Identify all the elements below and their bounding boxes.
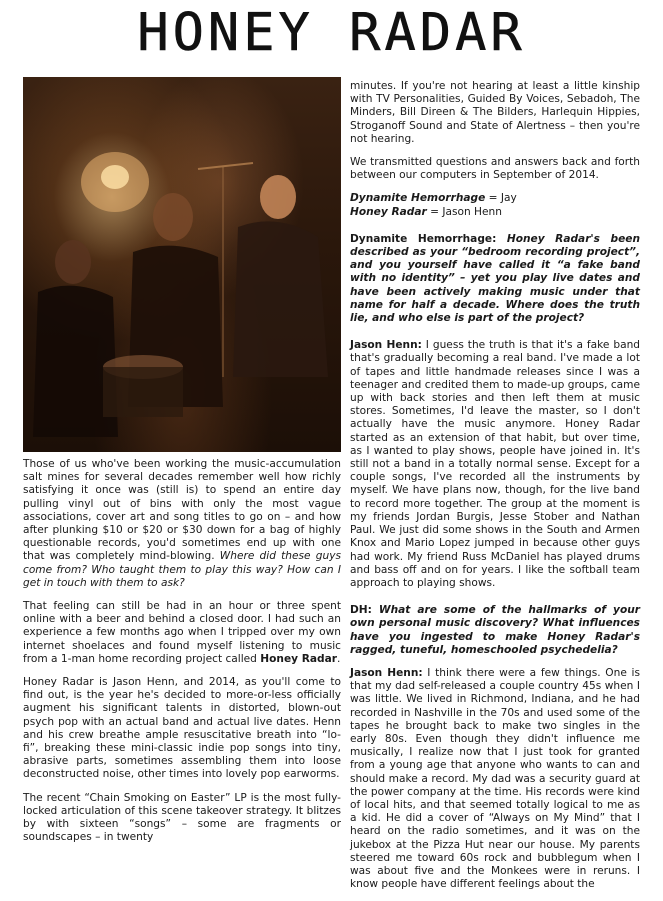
intro-paragraph: Those of us who've been working the music-accumulation salt mines for several decades remember well how richly satisfying it once was (still is) to spend an entire day pulling vinyl out of bins with only the most vague associations, cover art and song titles to go on – and how after plunking $10 or $20 or $30 down for a bag of highly questionable records, you'd sometimes end up with one that was completely mind-blowing. Where did these guys come from? Who taught them to play this way? How can I get in touch with them to ask? <box>23 458 341 589</box>
discovery-paragraph: That feeling can still be had in an hour or three spent online with a beer and behind a closed door. I had such an experience a few months ago when I tripped over my own internet shoelaces and found myself listening to music from a 1-man home recording project called Honey Radar. <box>23 600 341 665</box>
answer-2: Jason Henn: I think there were a few things. One is that my dad self-released a couple country 45s when I was little. We lived in Richmond, Indiana, and he had recorded in Nashville in the 70s and used some of the tapes he brought back to make two singles in the early 80s. Even though they didn't influence me musically, I realize now that I just took for granted from a young age that anyone who wants to can and should make a record. My dad was a security guard at the power company at the time. His records were kind of local hits, and that seemed totally logical to me as a kid. He did a cover of “Always on My Mind” that I heard on the radio sometimes, and it was on the jukebox at the Pizza Hut near our house. My parents steered me toward 60s rock and bubblegum when I was about five and the Monkees were in reruns. I know people have different feelings about the <box>350 666 641 891</box>
question-2: DH: What are some of the hallmarks of your own personal music discovery? What influences have you ingested to make Honey Radar's ragged, tuneful, homeschooled psychedelia? <box>350 604 640 656</box>
question-1: Dynamite Hemorrhage: Honey Radar's been described as your “bedroom recording project”, and you yourself have called it “a fake band with no identity” – yet you play live dates and have been actively making music under that name for half a decade. Where does the truth lie, and who else is part of the project? <box>350 232 640 325</box>
answer-1: Jason Henn: I guess the truth is that it's a fake band that's gradually becoming a real band. I've made a lot of tapes and little handmade releases since I was a teenager and credited them to made-up groups, came up with back stories and then left them at music stores. Sometimes, I'd leave the master, so I don't actually have the music anymore. Honey Radar started as an extension of that habit, but over time, as I wanted to play shows, people have joined in. It's still not a band in a totally normal sense. Except for a couple songs, I've recorded all the instruments by myself. We have plans now, though, for the live band to record more together. The group at the moment is my friends Jordan Burgis, Jesse Stober and Nathan Paul. We just did some shows in the South and Armen Knox and Mario Lopez jumped in because other guys had work. My friend Russ McDaniel has played drums and bass off and on for years. I like the softball team approach to playing shows. <box>350 339 641 589</box>
band-paragraph: Honey Radar is Jason Henn, and 2014, as you'll come to find out, is the year he's decided to more-or-less officially augment his significant talents in distorted, blown-out psych pop with an actual band and actual live dates. Henn and his crew breathe ample resuscitative breath into “lo-fi”, breaking these mini-classic indie pop songs into tiny, abrasive parts, sometimes assembling them into loose deconstructed noise, other times into lovely pop earworms. <box>23 676 341 781</box>
photo-silhouettes <box>23 77 341 452</box>
page-title: HONEY RADAR <box>137 3 526 63</box>
right-column <box>350 80 640 901</box>
speaker-key: Dynamite Hemorrhage = Jay Honey Radar = Jason Henn <box>350 192 517 218</box>
left-column <box>23 458 341 854</box>
lp-paragraph: The recent “Chain Smoking on Easter” LP is the most fully-locked articulation of this scene takeover strategy. It blitzes by with sixteen “songs” – some are fragments or soundscapes – in twenty <box>23 791 341 844</box>
influences-paragraph: minutes. If you're not hearing at least a little kinship with TV Personalities, Guided By Voices, Sebadoh, The Minders, Bill Direen & The Bilders, Harlequin Hippies, Stroganoff Sound and State of Alertness – then you're not hearing. <box>350 80 640 145</box>
band-performing-photo <box>23 77 341 452</box>
method-paragraph: We transmitted questions and answers back and forth between our computers in September of 2014. <box>350 156 640 182</box>
